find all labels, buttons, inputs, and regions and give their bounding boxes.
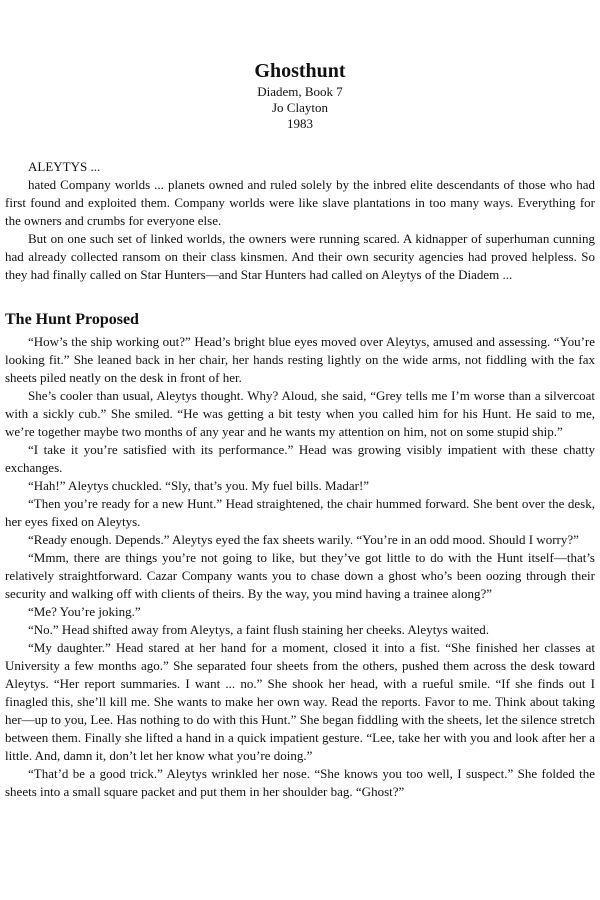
chapter-paragraph: “My daughter.” Head stared at her hand for a moment, closed it into a fist. “She finished her classes at University a few months ago.” She separated four sheets from the others, pushed them across the desk toward Aleytys. “Her report summaries. I want ... no.” She shook her head, with a rueful smile. “If she finds out I finagled this, she’ll kill me. She wants to make her own way. Read the reports. Favor to me. Think about taking her—up to you, Lee. Has nothing to do with this Hunt.” She began fiddling with the sheets, let the silence stretch between them. Finally she lifted a hand in a quick impatient gesture. “Lee, take her with you and look after her a little. And, damn it, don’t let her know what you’re doing.” bbox=[5, 640, 595, 763]
blurb-section bbox=[5, 158, 595, 284]
book-title: Ghosthunt bbox=[254, 60, 346, 82]
blurb-paragraph: ALEYTYS ... bbox=[28, 159, 101, 174]
title-block bbox=[5, 58, 595, 132]
blurb-paragraph: But on one such set of linked worlds, the owners were running scared. A kidnapper of superhuman cunning had already collected ransom on their class kinsmen. And their own security agencies had proved helpless. So they had finally called on Star Hunters—and Star Hunters had called on Aleytys of the Diadem ... bbox=[5, 231, 595, 282]
year-line: 1983 bbox=[287, 116, 313, 131]
chapter-paragraph: “That’d be a good trick.” Aleytys wrinkled her nose. “She knows you too well, I suspect.” She folded the sheets into a small square packet and put them in her shoulder bag. “Ghost?” bbox=[5, 766, 595, 799]
document-page bbox=[5, 58, 595, 801]
chapter-paragraph: “Ready enough. Depends.” Aleytys eyed the fax sheets warily. “You’re in an odd mood. Should I worry?” bbox=[28, 532, 579, 547]
chapter-paragraph: “No.” Head shifted away from Aleytys, a faint flush staining her cheeks. Aleytys waited. bbox=[28, 622, 490, 637]
chapter-heading: The Hunt Proposed bbox=[5, 311, 139, 328]
chapter-paragraph: “Hah!” Aleytys chuckled. “Sly, that’s you. My fuel bills. Madar!” bbox=[28, 478, 370, 493]
chapter-paragraph: “Mmm, there are things you’re not going to like, but they’ve got little to do with the Hunt itself—that’s relatively straightforward. Cazar Company wants you to chase down a ghost who’s been oozing through their security and walking off with clients of theirs. By the way, you mind having a trainee along?” bbox=[5, 550, 595, 601]
chapter-section bbox=[5, 310, 595, 801]
blurb-paragraph: hated Company worlds ... planets owned and ruled solely by the inbred elite descendants of those who had first found and exploited them. Company worlds were like slave plantations in too many ways. Everything for the owners and crumbs for everyone else. bbox=[5, 177, 595, 228]
chapter-paragraph: “I take it you’re satisfied with its performance.” Head was growing visibly impatient with these chatty exchanges. bbox=[5, 442, 595, 475]
chapter-paragraph: “Then you’re ready for a new Hunt.” Head straightened, the chair hummed forward. She bent over the desk, her eyes fixed on Aleytys. bbox=[5, 496, 595, 529]
chapter-paragraph: “Me? You’re joking.” bbox=[28, 604, 141, 619]
series-line: Diadem, Book 7 bbox=[257, 84, 343, 99]
author-line: Jo Clayton bbox=[272, 100, 328, 115]
chapter-paragraph: “How’s the ship working out?” Head’s bright blue eyes moved over Aleytys, amused and assessing. “You’re looking fit.” She leaned back in her chair, her hands resting lightly on the wide arms, not fiddling with the fax sheets piled neatly on the desk in front of her. bbox=[5, 334, 595, 385]
chapter-paragraph: She’s cooler than usual, Aleytys thought. Why? Aloud, she said, “Grey tells me I’m worse than a silvercoat with a sickly cub.” She smiled. “He was getting a bit testy when you called him for his Hunt. He said to me, we’re together maybe two months of any year and he wants my attention on him, not on some stupid ship.” bbox=[5, 388, 595, 439]
